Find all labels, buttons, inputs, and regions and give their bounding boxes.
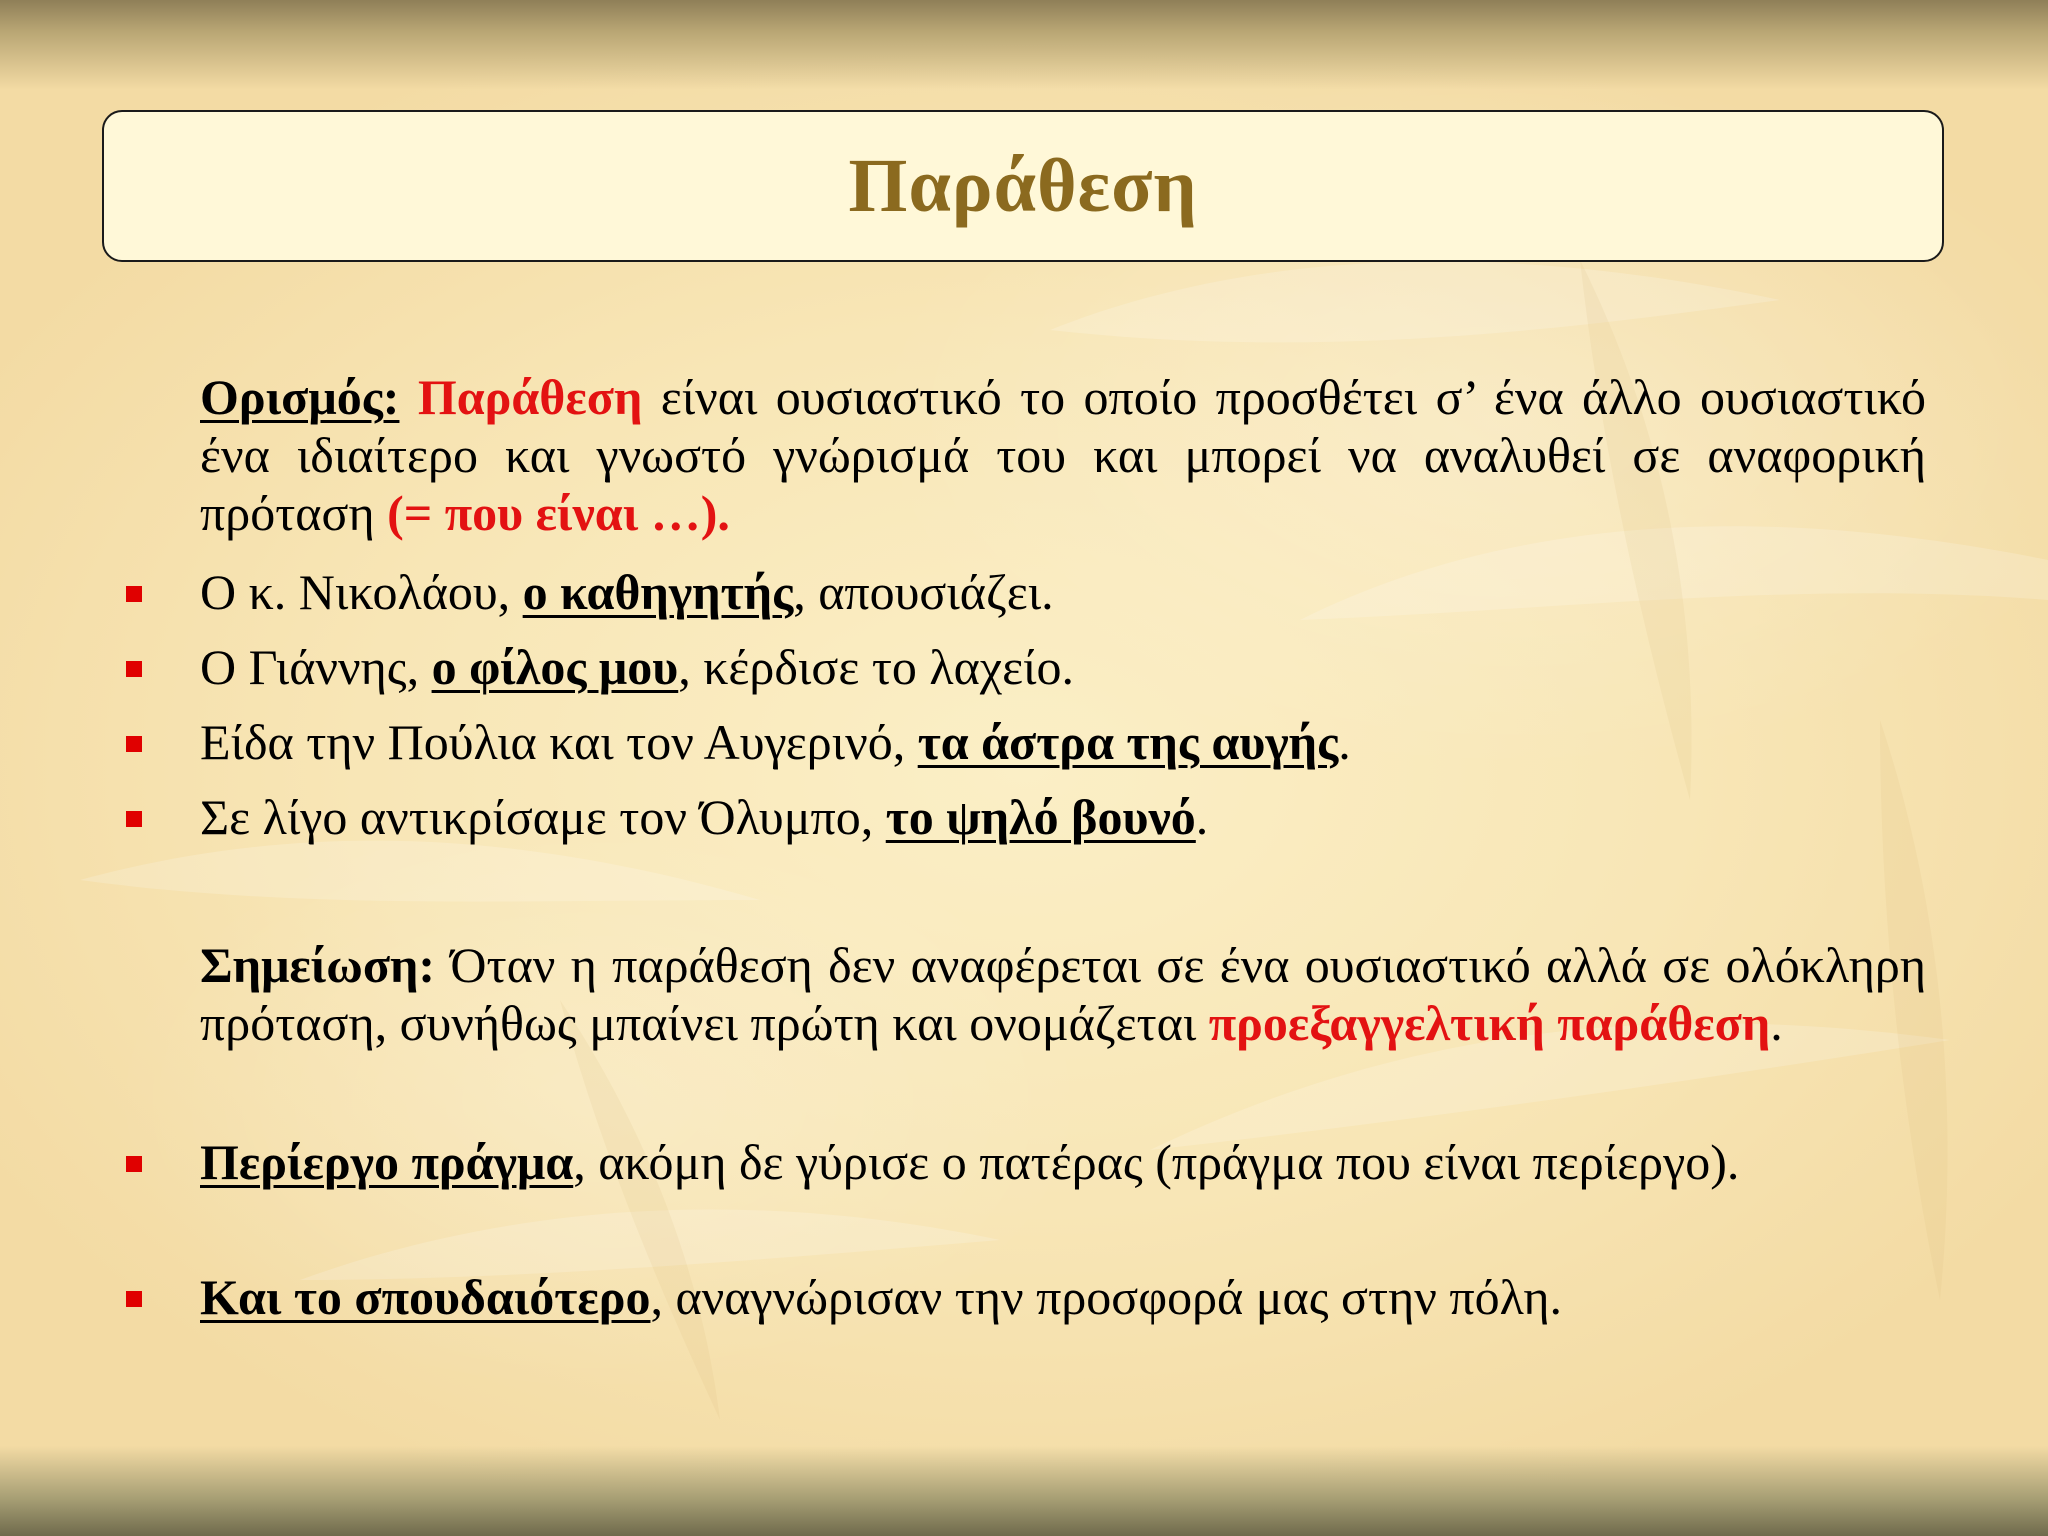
definition-label: Ορισμός: <box>200 369 400 425</box>
definition-text: είναι ουσιαστικό το οποίο προσθέτει σ’ ένα άλλο ουσιαστικό ένα ιδιαίτερο και γνωστό γνώρισμά του και μπορεί να αναλυθεί σε αναφορική πρόταση <box>200 369 1927 541</box>
bullet-square-icon <box>126 811 142 827</box>
example-pre: Είδα την Πούλια και τον Αυγερινό, <box>200 714 918 770</box>
example-highlight: τα άστρα της αυγής <box>917 714 1339 770</box>
example-pre: Σε λίγο αντικρίσαμε τον Όλυμπο, <box>200 789 886 845</box>
bullet-square-icon <box>126 736 142 752</box>
example-post: , ακόμη δε γύρισε ο πατέρας (πράγμα που είναι περίεργο). <box>573 1134 1740 1190</box>
definition-paragraph <box>200 368 1926 542</box>
note-label: Σημείωση: <box>200 937 436 993</box>
example-highlight: ο φίλος μου <box>431 639 679 695</box>
note-term: προεξαγγελτική παράθεση <box>1208 995 1771 1051</box>
bullet-square-icon <box>126 1291 142 1307</box>
example-pre: Ο κ. Νικολάου, <box>200 564 523 620</box>
bottom-shading <box>0 1446 2048 1536</box>
page-title: Παράθεση <box>848 143 1198 228</box>
example-highlight: ο καθηγητής <box>522 564 794 620</box>
definition-term: Παράθεση <box>417 369 643 425</box>
example-highlight: Περίεργο πράγμα <box>200 1134 574 1190</box>
bullet-square-icon <box>126 586 142 602</box>
note-text: Όταν η παράθεση δεν αναφέρεται σε ένα ουσιαστικό αλλά σε ολόκληρη πρόταση, συνήθως μπαίνει πρώτη και ονομάζεται <box>200 937 1926 1051</box>
top-shading <box>0 0 2048 90</box>
example-post: , αναγνώρισαν την προσφορά μας στην πόλη. <box>650 1269 1563 1325</box>
bullet-square-icon <box>126 1156 142 1172</box>
list-item <box>200 713 1926 771</box>
example-highlight: Και το σπουδαιότερο <box>200 1269 651 1325</box>
definition-paren: (= που είναι …). <box>387 485 730 541</box>
example-post: , κέρδισε το λαχείο. <box>678 639 1075 695</box>
note-paragraph <box>200 936 1926 1052</box>
example-post: . <box>1195 789 1209 845</box>
example-highlight: το ψηλό βουνό <box>885 789 1196 845</box>
list-item <box>200 788 1926 846</box>
title-box <box>102 110 1944 262</box>
list-item <box>200 1133 1926 1191</box>
example-post: . <box>1338 714 1351 770</box>
list-item <box>200 563 1926 621</box>
example-post: , απουσιάζει. <box>793 564 1054 620</box>
example-pre: Ο Γιάννης, <box>200 639 432 695</box>
note-end: . <box>1770 995 1783 1051</box>
list-item <box>200 1268 1926 1326</box>
bullet-square-icon <box>126 661 142 677</box>
list-item <box>200 638 1926 696</box>
